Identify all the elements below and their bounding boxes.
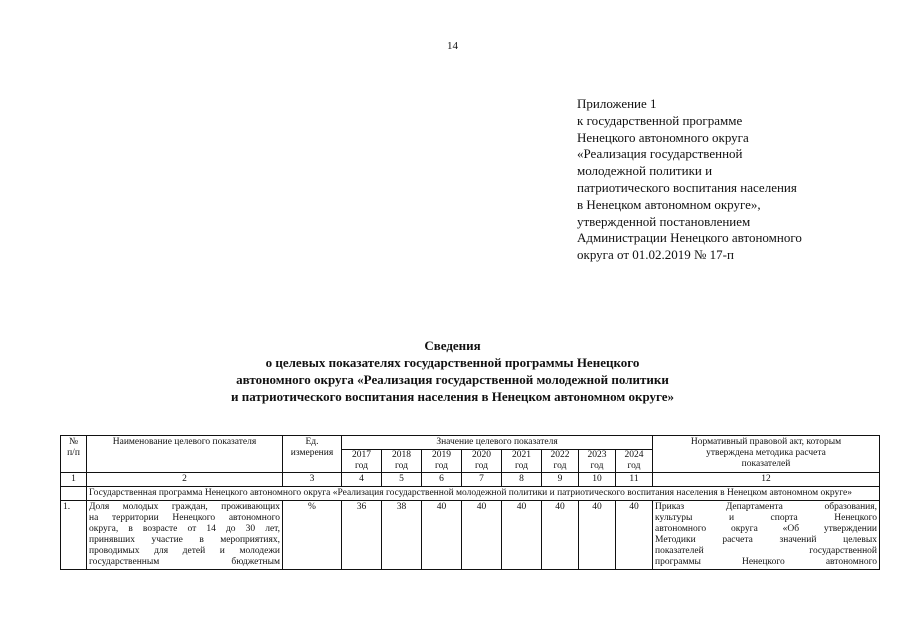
year-cell — [422, 450, 462, 473]
column-numbers-row — [61, 473, 880, 487]
heading-line: и патриотического воспитания населения в Ненецком автономном округе» — [230, 389, 675, 404]
column-number: 1 — [61, 473, 87, 487]
year-word: год — [355, 461, 368, 471]
page-number: 14 — [447, 40, 458, 52]
row-number: 1. — [61, 501, 87, 570]
heading-line: о целевых показателях государственной программы Ненецкого — [265, 355, 640, 370]
header-act-cell — [653, 436, 880, 473]
header-act-l3: показателей — [741, 459, 791, 469]
header-act-l1: Нормативный правовой акт, которым — [690, 437, 842, 447]
year-value: 2024 — [624, 450, 644, 460]
appendix-line: к государственной программе — [577, 112, 743, 128]
indicator-row — [61, 501, 880, 570]
year-cell — [542, 450, 579, 473]
appendix-line: утвержденной постановлением — [577, 213, 751, 229]
header-row — [61, 436, 880, 450]
year-cell — [342, 450, 382, 473]
year-word: год — [475, 461, 488, 471]
column-number: 2 — [87, 473, 283, 487]
value-cell: 40 — [422, 501, 462, 570]
year-value: 2018 — [392, 450, 411, 460]
year-word: год — [395, 461, 408, 471]
year-cell — [502, 450, 542, 473]
year-value: 2021 — [512, 450, 531, 460]
header-name-cell: Наименование целевого показателя — [87, 436, 283, 473]
value-cell: 40 — [502, 501, 542, 570]
header-unit-l2: измерения — [290, 448, 334, 458]
value-cell: 38 — [382, 501, 422, 570]
heading-title: Сведения — [424, 338, 481, 353]
value-cell: 40 — [462, 501, 502, 570]
legal-act-line: культуры и спорта Ненецкого — [655, 513, 877, 523]
year-value: 2023 — [587, 450, 607, 460]
year-word: год — [515, 461, 528, 471]
indicator-name-line: Доля молодых граждан, проживающих — [89, 502, 280, 512]
column-number: 6 — [422, 473, 462, 487]
column-number: 11 — [616, 473, 653, 487]
value-cell: 40 — [579, 501, 616, 570]
appendix-line: молодежной политики и — [577, 163, 713, 179]
year-cell — [579, 450, 616, 473]
indicator-name-line: принявших участие в мероприятиях, — [89, 535, 280, 545]
indicator-name-line: округа, в возрасте от 14 до 30 лет, — [89, 524, 280, 534]
value-cell: 40 — [542, 501, 579, 570]
appendix-line: «Реализация государственной — [577, 146, 743, 162]
heading-line: автономного округа «Реализация государственной молодежной политики — [236, 372, 669, 387]
legal-act-line: автономного округа «Об утверждении — [655, 524, 877, 534]
column-number: 10 — [579, 473, 616, 487]
document-heading — [0, 337, 905, 405]
appendix-line: в Ненецком автономном округе», — [577, 196, 761, 212]
header-num-cell — [61, 436, 87, 473]
program-name-cell: Государственная программа Ненецкого автономного округа «Реализация государственной молодежной политики и патриотического воспитания населения в Ненецком автономном округе» — [87, 487, 880, 501]
column-number: 12 — [653, 473, 880, 487]
indicator-name-line: на территории Ненецкого автономного — [89, 513, 280, 523]
appendix-line: Приложение 1 — [577, 96, 657, 111]
year-cell — [382, 450, 422, 473]
column-number: 9 — [542, 473, 579, 487]
legal-act-line: показателей государственной — [655, 546, 877, 556]
header-act-l2: утверждена методика расчета — [706, 448, 826, 458]
column-number: 7 — [462, 473, 502, 487]
header-unit-cell — [283, 436, 342, 473]
column-number: 4 — [342, 473, 382, 487]
column-number: 5 — [382, 473, 422, 487]
appendix-line: округа от 01.02.2019 № 17-п — [577, 247, 734, 263]
unit-cell: % — [283, 501, 342, 570]
indicator-name-line: проводимых для детей и молодежи — [89, 546, 280, 556]
program-row — [61, 487, 880, 501]
column-number: 8 — [502, 473, 542, 487]
year-value: 2020 — [472, 450, 491, 460]
year-value: 2022 — [550, 450, 570, 460]
indicator-name-cell — [87, 501, 283, 570]
year-value: 2019 — [432, 450, 451, 460]
appendix-block — [577, 96, 887, 264]
value-cell: 36 — [342, 501, 382, 570]
legal-act-line: программы Ненецкого автономного — [655, 557, 877, 567]
year-word: год — [627, 461, 641, 471]
year-word: год — [590, 461, 604, 471]
value-cell: 40 — [616, 501, 653, 570]
legal-act-line: Методики расчета значений целевых — [655, 535, 877, 545]
year-value: 2017 — [352, 450, 371, 460]
column-number: 3 — [283, 473, 342, 487]
header-num-l2: п/п — [67, 448, 80, 458]
legal-act-line: Приказ Департамента образования, — [655, 502, 877, 512]
legal-act-cell — [653, 501, 880, 570]
header-unit-l1: Ед. — [305, 437, 319, 447]
year-cell — [462, 450, 502, 473]
year-word: год — [553, 461, 567, 471]
appendix-line: Администрации Ненецкого автономного — [577, 230, 802, 246]
header-values-cell: Значение целевого показателя — [342, 436, 653, 450]
appendix-line: патриотического воспитания населения — [577, 179, 797, 195]
appendix-line: Ненецкого автономного округа — [577, 129, 749, 145]
year-word: год — [435, 461, 448, 471]
year-cell — [616, 450, 653, 473]
indicators-table — [60, 435, 880, 570]
program-row-empty-cell — [61, 487, 87, 501]
indicator-name-line: государственным бюджетным — [89, 557, 280, 567]
header-num-l1: № — [68, 437, 79, 447]
